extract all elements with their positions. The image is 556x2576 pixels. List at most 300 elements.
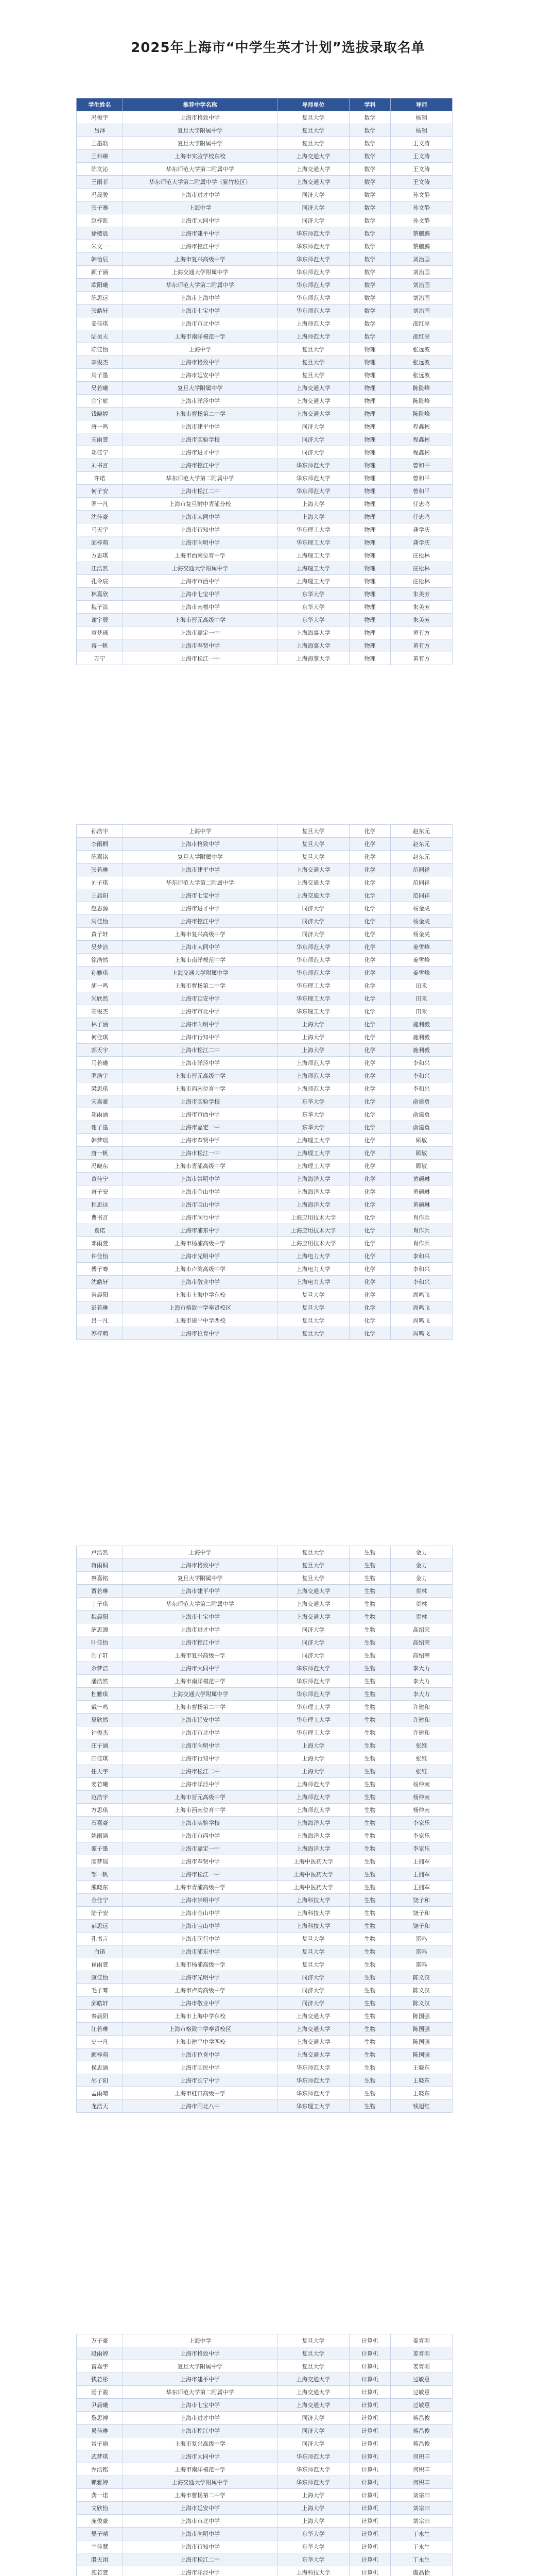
cell-tutor: 贺林 [391, 1598, 453, 1611]
cell-tutor: 黄硕琳 [391, 1185, 453, 1198]
cell-tutor-unit: 东华大学 [277, 614, 350, 626]
cell-school: 上海市光明中学 [123, 1971, 277, 1984]
cell-tutor: 陈国强 [391, 2023, 453, 2036]
cell-tutor: 朱美芳 [391, 588, 453, 601]
table-row [77, 588, 453, 601]
cell-student-name: 秦晨阳 [77, 2010, 123, 2023]
cell-student-name: 熊晓东 [77, 1881, 123, 1894]
cell-tutor-unit: 华东师范大学 [277, 459, 350, 472]
cell-tutor: 黄硕琳 [391, 1173, 453, 1185]
cell-subject: 数学 [350, 137, 391, 150]
cell-school: 上海市复兴高级中学 [123, 1649, 277, 1662]
table-row [77, 1018, 453, 1031]
cell-tutor: 杨翎 [391, 111, 453, 124]
cell-student-name: 潘浩然 [77, 1675, 123, 1688]
table-row [77, 536, 453, 549]
cell-subject: 数学 [350, 124, 391, 137]
cell-school: 上海市复旦附中青浦分校 [123, 498, 277, 511]
cell-tutor-unit: 上海师范大学 [277, 1804, 350, 1817]
cell-school: 上海市松江二中 [123, 1044, 277, 1057]
table-row [77, 1855, 453, 1868]
cell-student-name: 赵梓凯 [77, 214, 123, 227]
cell-tutor: 田禾 [391, 1005, 453, 1018]
cell-subject: 物理 [350, 485, 391, 498]
cell-subject: 生物 [350, 1855, 391, 1868]
cell-tutor: 许建和 [391, 1714, 453, 1726]
cell-subject: 化学 [350, 954, 391, 967]
cell-tutor-unit: 上海师范大学 [277, 1070, 350, 1082]
cell-tutor: 邵红亮 [391, 330, 453, 343]
cell-tutor: 黄有方 [391, 639, 453, 652]
cell-school: 上海市南模中学 [123, 601, 277, 614]
cell-school: 上海市进才中学 [123, 189, 277, 201]
cell-school: 上海中学 [123, 343, 277, 356]
cell-tutor-unit: 华东师范大学 [277, 240, 350, 253]
cell-school: 上海市嘉定一中 [123, 626, 277, 639]
cell-tutor-unit: 华东师范大学 [277, 304, 350, 317]
table-row [77, 626, 453, 639]
cell-school: 上海市控江中学 [123, 2425, 277, 2437]
cell-school: 上海市大同中学 [123, 214, 277, 227]
cell-tutor-unit: 复旦大学 [277, 1933, 350, 1945]
cell-subject: 计算机 [350, 2489, 391, 2502]
cell-tutor: 任忠鸣 [391, 498, 453, 511]
table-row [77, 498, 453, 511]
cell-school: 上海交通大学附属中学 [123, 266, 277, 279]
cell-tutor-unit: 华东理工大学 [277, 992, 350, 1005]
cell-school: 上海市进才中学 [123, 2412, 277, 2425]
cell-tutor: 赵东元 [391, 838, 453, 851]
cell-subject: 数学 [350, 317, 391, 330]
table-row [77, 2528, 453, 2540]
cell-student-name: 乔浩铭 [77, 2463, 123, 2476]
cell-tutor-unit: 上海理工大学 [277, 1147, 350, 1160]
cell-school: 上海中学 [123, 201, 277, 214]
table-row [77, 954, 453, 967]
cell-student-name: 常子瑜 [77, 2437, 123, 2450]
table-row [77, 1701, 453, 1714]
cell-tutor: 王文涛 [391, 176, 453, 189]
table-row [77, 1224, 453, 1237]
cell-student-name: 钱晓婷 [77, 408, 123, 420]
cell-student-name: 姜若曦 [77, 1778, 123, 1791]
cell-tutor: 姜育刚 [391, 2334, 453, 2347]
cell-subject: 化学 [350, 838, 391, 851]
table-row [77, 304, 453, 317]
cell-student-name: 阎子轩 [77, 1649, 123, 1662]
cell-subject: 数学 [350, 266, 391, 279]
cell-student-name: 贾若琳 [77, 1585, 123, 1598]
cell-tutor-unit: 上海应用技术大学 [277, 1224, 350, 1237]
cell-tutor: 张维 [391, 1752, 453, 1765]
table-row [77, 851, 453, 863]
table-row [77, 111, 453, 124]
roster-page-1 [76, 98, 452, 665]
cell-student-name: 陈文沁 [77, 163, 123, 176]
cell-student-name: 方思琪 [77, 549, 123, 562]
cell-tutor: 杨金虎 [391, 902, 453, 915]
cell-school: 上海市上海中学东校 [123, 2010, 277, 2023]
cell-school: 上海市格致中学 [123, 2347, 277, 2360]
table-row [77, 1765, 453, 1778]
table-row [77, 1611, 453, 1623]
cell-student-name: 沈佳豪 [77, 511, 123, 523]
cell-tutor-unit: 上海海洋大学 [277, 1198, 350, 1211]
cell-tutor-unit: 华东师范大学 [277, 485, 350, 498]
cell-school: 上海中学 [123, 1546, 277, 1559]
cell-tutor-unit: 复旦大学 [277, 369, 350, 382]
cell-school: 上海市向明中学 [123, 1018, 277, 1031]
cell-tutor: 李大力 [391, 1662, 453, 1675]
cell-student-name: 傅子骞 [77, 1263, 123, 1276]
document-title: 2025年上海市“中学生英才计划”选拔录取名单 [131, 40, 425, 56]
cell-tutor-unit: 上海交通大学 [277, 2373, 350, 2386]
table-row [77, 915, 453, 928]
cell-tutor: 周鸣飞 [391, 1327, 453, 1340]
cell-subject: 数学 [350, 240, 391, 253]
cell-school: 上海市长宁中学 [123, 2074, 277, 2087]
cell-tutor-unit: 上海大学 [277, 1018, 350, 1031]
cell-subject: 物理 [350, 614, 391, 626]
cell-school: 上海市闸北八中 [123, 2100, 277, 2113]
cell-school: 上海市大同中学 [123, 1662, 277, 1675]
cell-school: 上海市位育中学 [123, 2048, 277, 2061]
cell-tutor-unit: 上海师范大学 [277, 1778, 350, 1791]
table-row [77, 1185, 453, 1198]
cell-student-name: 易佳琳 [77, 2425, 123, 2437]
cell-subject: 化学 [350, 1224, 391, 1237]
cell-tutor: 王晓东 [391, 2061, 453, 2074]
cell-school: 上海市控江中学 [123, 459, 277, 472]
cell-tutor: 虞晶怡 [391, 2566, 453, 2576]
cell-subject: 化学 [350, 1134, 391, 1147]
cell-tutor: 蔡鹏鹏 [391, 240, 453, 253]
cell-student-name: 段雨婷 [77, 2347, 123, 2360]
cell-tutor: 顾敏 [391, 1160, 453, 1173]
cell-school: 华东师范大学第二附属中学 [123, 876, 277, 889]
cell-tutor: 李和兴 [391, 1263, 453, 1276]
cell-tutor: 王文涛 [391, 137, 453, 150]
cell-school: 上海市实验学校东校 [123, 150, 277, 163]
table-row [77, 1585, 453, 1598]
cell-school: 复旦大学附属中学 [123, 124, 277, 137]
table-row [77, 2476, 453, 2489]
table-row [77, 1636, 453, 1649]
cell-subject: 化学 [350, 1031, 391, 1044]
cell-student-name: 沈皓轩 [77, 1276, 123, 1289]
table-row [77, 992, 453, 1005]
cell-school: 上海市奉贤中学 [123, 1134, 277, 1147]
cell-tutor: 孙文静 [391, 189, 453, 201]
cell-student-name: 苏梓萌 [77, 1327, 123, 1340]
cell-student-name: 董佳宁 [77, 1173, 123, 1185]
cell-subject: 化学 [350, 1147, 391, 1160]
cell-school: 上海市延安中学 [123, 2502, 277, 2515]
cell-tutor-unit: 华东师范大学 [277, 2450, 350, 2463]
cell-tutor-unit: 同济大学 [277, 2412, 350, 2425]
cell-tutor-unit: 上海海洋大学 [277, 1173, 350, 1185]
cell-tutor: 王拥军 [391, 1855, 453, 1868]
cell-student-name: 袁诺 [77, 1224, 123, 1237]
cell-school: 上海市复兴高级中学 [123, 2437, 277, 2450]
cell-tutor: 李家乐 [391, 1842, 453, 1855]
cell-school: 上海市格致中学奉贤校区 [123, 2023, 277, 2036]
cell-tutor-unit: 复旦大学 [277, 343, 350, 356]
table-row [77, 838, 453, 851]
cell-tutor: 张维 [391, 1739, 453, 1752]
cell-tutor-unit: 华东理工大学 [277, 2100, 350, 2113]
cell-tutor-unit: 上海交通大学 [277, 876, 350, 889]
cell-school: 上海市大同中学 [123, 941, 277, 954]
cell-tutor-unit: 华东师范大学 [277, 279, 350, 292]
cell-tutor-unit: 复旦大学 [277, 1572, 350, 1585]
table-row [77, 1572, 453, 1585]
cell-subject: 物理 [350, 652, 391, 665]
cell-tutor: 陈险峰 [391, 382, 453, 395]
cell-student-name: 姚雨涵 [77, 1829, 123, 1842]
cell-school: 上海市七宝中学 [123, 304, 277, 317]
cell-tutor: 张维 [391, 1765, 453, 1778]
cell-subject: 化学 [350, 1185, 391, 1198]
table-row [77, 1907, 453, 1920]
cell-tutor: 陈义汉 [391, 1997, 453, 2010]
cell-subject: 计算机 [350, 2515, 391, 2528]
cell-student-name: 文欣怡 [77, 2502, 123, 2515]
cell-tutor-unit: 复旦大学 [277, 356, 350, 369]
table-row [77, 1005, 453, 1018]
cell-tutor: 施利毅 [391, 1031, 453, 1044]
cell-student-name: 姜佳琪 [77, 317, 123, 330]
cell-tutor: 高绍荣 [391, 1623, 453, 1636]
cell-school: 复旦大学附属中学 [123, 2360, 277, 2373]
cell-student-name: 孔令宸 [77, 575, 123, 588]
cell-student-name: 许佳怡 [77, 1250, 123, 1263]
cell-tutor-unit: 复旦大学 [277, 1559, 350, 1572]
cell-subject: 生物 [350, 2023, 391, 2036]
cell-school: 上海市浦东中学 [123, 1945, 277, 1958]
cell-subject: 数学 [350, 330, 391, 343]
cell-student-name: 陈佳怡 [77, 343, 123, 356]
cell-student-name: 崔雨萱 [77, 1958, 123, 1971]
cell-student-name: 龚一诺 [77, 2489, 123, 2502]
cell-student-name: 周子墨 [77, 369, 123, 382]
cell-subject: 化学 [350, 1044, 391, 1057]
cell-student-name: 薛思源 [77, 1623, 123, 1636]
cell-school: 上海市延安中学 [123, 992, 277, 1005]
cell-subject: 物理 [350, 588, 391, 601]
cell-school: 上海市闵行中学 [123, 1933, 277, 1945]
cell-tutor: 丁永生 [391, 2553, 453, 2566]
cell-subject: 数学 [350, 227, 391, 240]
cell-tutor-unit: 上海中医药大学 [277, 1868, 350, 1881]
cell-tutor-unit: 上海交通大学 [277, 2048, 350, 2061]
cell-subject: 化学 [350, 1160, 391, 1173]
cell-subject: 化学 [350, 1082, 391, 1095]
cell-subject: 化学 [350, 941, 391, 954]
table-row [77, 446, 453, 459]
cell-tutor-unit: 上海应用技术大学 [277, 1211, 350, 1224]
cell-tutor-unit: 上海大学 [277, 1031, 350, 1044]
cell-school: 华东师范大学第二附属中学 [123, 472, 277, 485]
table-row [77, 266, 453, 279]
cell-tutor-unit: 同济大学 [277, 1997, 350, 2010]
cell-subject: 生物 [350, 1714, 391, 1726]
cell-tutor: 金力 [391, 1546, 453, 1559]
cell-school: 上海市杨浦高级中学 [123, 1958, 277, 1971]
cell-school: 上海市建平中学西校 [123, 1314, 277, 1327]
cell-student-name: 毛子骞 [77, 1984, 123, 1997]
table-row [77, 1817, 453, 1829]
cell-school: 上海市控江中学 [123, 1636, 277, 1649]
cell-subject: 化学 [350, 1095, 391, 1108]
cell-tutor-unit: 上海海洋大学 [277, 1829, 350, 1842]
table-row [77, 876, 453, 889]
cell-tutor-unit: 上海交通大学 [277, 1598, 350, 1611]
table-row [77, 1598, 453, 1611]
cell-school: 上海市进才中学 [123, 446, 277, 459]
roster-table [76, 2334, 453, 2576]
table-row [77, 639, 453, 652]
table-row [77, 2074, 453, 2087]
cell-school: 上海市西南位育中学 [123, 1082, 277, 1095]
cell-tutor: 陈国强 [391, 2048, 453, 2061]
cell-school: 华东师范大学第二附属中学 [123, 163, 277, 176]
cell-school: 上海市控江中学 [123, 240, 277, 253]
cell-student-name: 顾梓萌 [77, 2048, 123, 2061]
cell-tutor: 庄松林 [391, 575, 453, 588]
cell-school: 上海市市北中学 [123, 1726, 277, 1739]
cell-student-name: 戴一鸣 [77, 1701, 123, 1714]
cell-tutor-unit: 同济大学 [277, 214, 350, 227]
table-row [77, 1173, 453, 1185]
roster-table [76, 824, 453, 1340]
cell-student-name: 邱梓萌 [77, 536, 123, 549]
cell-tutor: 邵红亮 [391, 317, 453, 330]
cell-school: 上海市金山中学 [123, 1185, 277, 1198]
cell-student-name: 郑雨涵 [77, 1108, 123, 1121]
cell-student-name: 曹书言 [77, 1211, 123, 1224]
table-row [77, 889, 453, 902]
cell-tutor: 王拥军 [391, 1868, 453, 1881]
cell-school: 上海市洋泾中学 [123, 395, 277, 408]
cell-subject: 物理 [350, 356, 391, 369]
cell-school: 上海市晋元高级中学 [123, 1070, 277, 1082]
cell-school: 上海市杨浦高级中学 [123, 1237, 277, 1250]
cell-student-name: 王科臻 [77, 150, 123, 163]
cell-school: 上海市格致中学 [123, 838, 277, 851]
cell-student-name: 殷天翊 [77, 2553, 123, 2566]
cell-tutor-unit: 上海交通大学 [277, 395, 350, 408]
cell-tutor: 钱旭红 [391, 2100, 453, 2113]
cell-school: 上海市市北中学 [123, 317, 277, 330]
cell-school: 上海市七宝中学 [123, 889, 277, 902]
cell-subject: 计算机 [350, 2425, 391, 2437]
cell-tutor: 李和兴 [391, 1070, 453, 1082]
cell-tutor: 蔡鹏鹏 [391, 227, 453, 240]
cell-tutor: 姜雪峰 [391, 954, 453, 967]
cell-subject: 计算机 [350, 2386, 391, 2399]
cell-school: 上海市宝山中学 [123, 1198, 277, 1211]
cell-student-name: 金佳宁 [77, 1894, 123, 1907]
cell-tutor-unit: 复旦大学 [277, 1945, 350, 1958]
cell-tutor: 饶子和 [391, 1907, 453, 1920]
table-row [77, 382, 453, 395]
cell-tutor-unit: 上海交通大学 [277, 2023, 350, 2036]
cell-student-name: 邹一帆 [77, 1868, 123, 1881]
cell-tutor: 赵东元 [391, 851, 453, 863]
cell-school: 上海市南洋模范中学 [123, 330, 277, 343]
cell-student-name: 谢宇辰 [77, 614, 123, 626]
table-row [77, 2023, 453, 2036]
cell-tutor-unit: 华东师范大学 [277, 1675, 350, 1688]
cell-tutor-unit: 华东师范大学 [277, 2463, 350, 2476]
cell-school: 上海市七宝中学 [123, 588, 277, 601]
cell-tutor-unit: 同济大学 [277, 1971, 350, 1984]
table-row [77, 979, 453, 992]
table-row [77, 459, 453, 472]
table-row [77, 967, 453, 979]
cell-tutor-unit: 同济大学 [277, 928, 350, 941]
cell-student-name: 马若曦 [77, 1057, 123, 1070]
cell-tutor-unit: 复旦大学 [277, 1327, 350, 1340]
header-school: 推荐中学名称 [123, 98, 277, 111]
table-row [77, 1726, 453, 1739]
cell-tutor-unit: 同济大学 [277, 1649, 350, 1662]
cell-student-name: 汪子涵 [77, 1739, 123, 1752]
cell-student-name: 李俊杰 [77, 356, 123, 369]
table-row [77, 1714, 453, 1726]
cell-tutor: 贺林 [391, 1611, 453, 1623]
cell-subject: 生物 [350, 2010, 391, 2023]
cell-tutor: 李和兴 [391, 1057, 453, 1070]
cell-tutor-unit: 上海科技大学 [277, 1894, 350, 1907]
header-subject: 学科 [350, 98, 391, 111]
cell-subject: 生物 [350, 1817, 391, 1829]
cell-student-name: 蔡嘉铭 [77, 1572, 123, 1585]
cell-tutor: 王晓东 [391, 2087, 453, 2100]
cell-student-name: 万子豪 [77, 2334, 123, 2347]
cell-tutor-unit: 复旦大学 [277, 1289, 350, 1301]
cell-school: 上海市行知中学 [123, 1031, 277, 1044]
cell-subject: 计算机 [350, 2360, 391, 2373]
cell-subject: 生物 [350, 1778, 391, 1791]
cell-tutor-unit: 上海科技大学 [277, 1920, 350, 1933]
cell-tutor-unit: 同济大学 [277, 201, 350, 214]
cell-student-name: 史一凡 [77, 2036, 123, 2048]
cell-student-name: 樊子晴 [77, 2528, 123, 2540]
cell-tutor: 程鑫彬 [391, 446, 453, 459]
cell-tutor: 范同祥 [391, 876, 453, 889]
cell-tutor-unit: 华东师范大学 [277, 2087, 350, 2100]
cell-student-name: 陆子安 [77, 1907, 123, 1920]
cell-subject: 化学 [350, 1198, 391, 1211]
cell-student-name: 冯俊宇 [77, 111, 123, 124]
cell-tutor: 刘治国 [391, 253, 453, 266]
cell-school: 上海市七宝中学 [123, 1611, 277, 1623]
cell-subject: 物理 [350, 459, 391, 472]
cell-tutor: 姜育刚 [391, 2347, 453, 2360]
cell-student-name: 魏晨阳 [77, 1611, 123, 1623]
cell-tutor-unit: 华东理工大学 [277, 1714, 350, 1726]
cell-student-name: 白诺 [77, 1945, 123, 1958]
cell-tutor-unit: 上海交通大学 [277, 163, 350, 176]
table-row [77, 2010, 453, 2023]
table-row [77, 2100, 453, 2113]
cell-tutor: 张远波 [391, 343, 453, 356]
cell-tutor-unit: 上海大学 [277, 1739, 350, 1752]
cell-tutor-unit: 华东师范大学 [277, 2061, 350, 2074]
cell-tutor: 杨翎 [391, 124, 453, 137]
